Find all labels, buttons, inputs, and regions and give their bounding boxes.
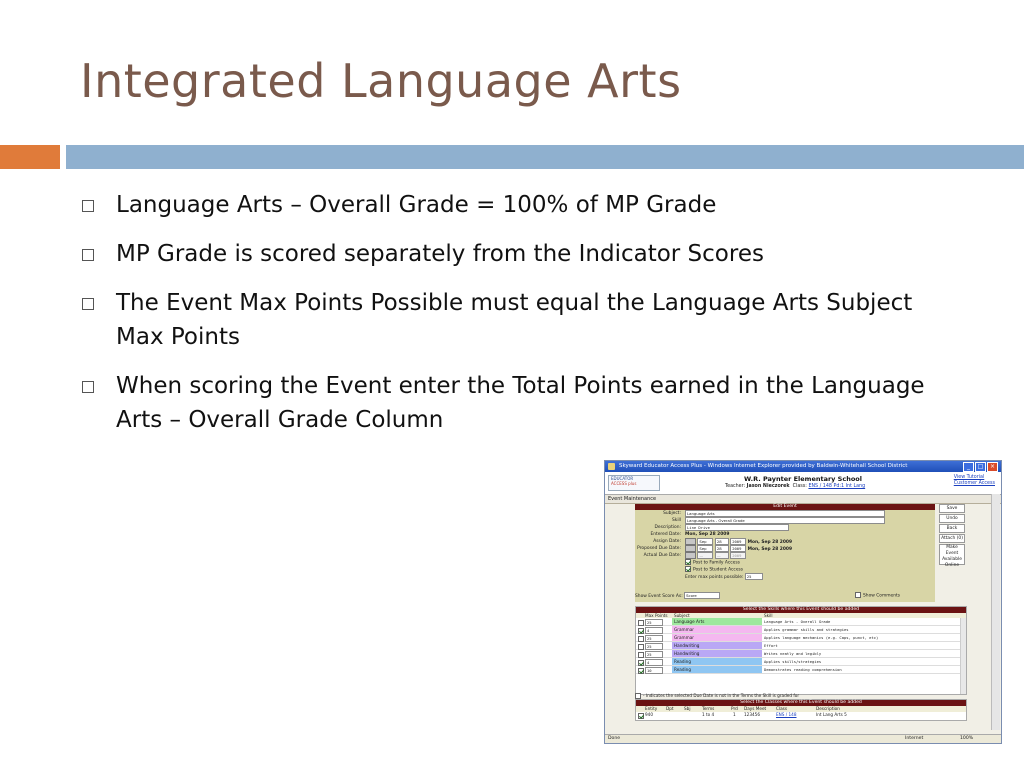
col-dpt: Dpt [666,706,674,711]
class-label: Class: [792,484,807,489]
skill-subject: Reading [672,658,762,665]
field-label: Proposed Due Date: [637,546,681,551]
bullet-item [80,237,960,271]
field-label: Actual Due Date: [643,553,681,558]
entered-date: Mon, Sep 28 2009 [685,532,730,537]
field-label: Assign Date: [653,539,681,544]
skill-row[interactable] [636,650,966,658]
subject-row [635,510,935,517]
proposed-date-text: Mon, Sep 28 2009 [747,547,793,552]
skill-row[interactable] [636,618,966,626]
maximize-button[interactable]: □ [975,462,986,472]
field-label: Subject: [663,511,681,516]
skill-row[interactable] [636,642,966,650]
skill-points-input[interactable]: 25 [645,643,663,650]
customer-access-link[interactable]: Customer Access [953,481,995,486]
bullet-text: Language Arts – Overall Grade = 100% of MP Grade [116,192,717,218]
class-days-meet: 123456 [744,712,760,717]
col-skill: Skill [764,613,773,618]
window-title: Skyward Educator Access Plus - Windows Internet Explorer provided by Baldwin-Whitehall School District [619,463,908,469]
skill-row[interactable] [636,634,966,642]
class-link[interactable]: ENS / 148 [776,712,797,717]
calendar-icon[interactable] [685,552,696,559]
class-entity: 940 [645,712,653,717]
skill-name: Effort [762,642,960,649]
skill-subject: Grammar [672,634,762,641]
skill-points-input[interactable]: 4 [645,659,663,666]
bullet-square-icon [82,298,94,310]
description-row [635,524,935,531]
show-comments-label: Show Comments [863,593,901,599]
max-points-input[interactable]: 25 [745,573,763,580]
panel-title: Edit Event [635,504,935,510]
accent-bar-blue [66,145,1024,169]
max-points-label: Enter max points possible: [685,575,744,580]
skills-scrollbar[interactable] [960,618,966,694]
class-row-checkbox[interactable] [638,713,644,719]
skill-points-input[interactable]: 25 [645,619,663,626]
teacher-name: Jason Nieczorek [746,484,790,489]
bullet-item [80,369,960,437]
proposed-year-input[interactable]: 2009 [730,545,746,552]
bullet-item [80,188,960,222]
skill-name: Writes neatly and legibly [762,650,960,657]
skill-row [635,517,935,524]
post-family-checkbox[interactable] [685,559,691,565]
col-prd: Prd [731,706,738,711]
description-input[interactable]: Line Drive [685,524,789,531]
show-comments-row [855,592,900,599]
classes-panel-title: Select the Classes where this Event should be added [636,700,966,706]
class-description: Int Lang Arts 5 [816,712,847,717]
ie-icon [608,463,615,470]
class-link[interactable]: ENS / 148 Pd:1 Int Lang [808,484,866,489]
skills-panel [635,606,967,695]
subject-select[interactable]: Language Arts [685,510,885,517]
skill-name: Applies language mechanics (e.g. Caps, punct, etc) [762,634,960,641]
assign-month-select[interactable]: Sep [697,538,713,545]
skill-select[interactable]: Language Arts - Overall Grade [685,517,885,524]
window-titlebar [605,461,1001,472]
skill-row-checkbox[interactable] [638,668,644,674]
score-as-select[interactable]: Score [684,592,720,599]
class-terms: 1 to 4 [702,712,715,717]
skill-subject: Grammar [672,626,762,633]
actual-day-select[interactable]: — [715,552,729,559]
legend-text: - Indicates the selected Due Date is not in the Terms the Skill is graded for [643,693,800,698]
proposed-row [635,545,935,552]
skill-points-input[interactable]: 4 [645,627,663,634]
close-button[interactable]: × [987,462,998,472]
save-button[interactable]: Save [939,504,965,513]
bullet-square-icon [82,381,94,393]
minimize-button[interactable]: _ [963,462,974,472]
col-class: Class [776,706,788,711]
skill-row[interactable] [636,658,966,666]
status-zoom: 100% [960,736,974,741]
col-description: Description [816,706,840,711]
calendar-icon[interactable] [685,545,696,552]
assign-year-input[interactable]: 2009 [730,538,746,545]
proposed-day-select[interactable]: 28 [715,545,729,552]
score-as-label: Show Event Score As: [635,594,683,599]
skill-name: Language Arts - Overall Grade [762,618,960,625]
side-button-column [939,504,965,566]
tab-event-maintenance[interactable]: Event Maintenance [605,495,1001,504]
status-zone: Internet [905,736,924,741]
actual-row [635,552,935,559]
attach-button[interactable]: Attach (0) [939,534,965,543]
app-header [605,472,1001,495]
bullet-square-icon [82,200,94,212]
actual-year-input[interactable]: 2009 [730,552,746,559]
class-prd: 1 [733,712,736,717]
bullet-text: MP Grade is scored separately from the Indicator Scores [116,241,764,267]
class-row [636,712,966,718]
accent-bar-orange [0,145,60,169]
edit-event-panel [635,504,935,602]
teacher-label: Teacher: [725,484,746,489]
col-max-points: Max Points [645,613,668,618]
skill-name: Applies grammar skills and strategies [762,626,960,633]
col-terms: Terms [702,706,715,711]
post-family-row [635,559,935,566]
school-name: W.R. Paynter Elementary School [744,475,862,483]
skill-subject: Reading [672,666,762,673]
embedded-screenshot [604,460,1002,744]
skill-name: Applies skills/strategies [762,658,960,665]
post-family-label: Post to Family Access [693,560,740,566]
skill-points-input[interactable]: 25 [645,651,663,658]
entered-row [635,531,935,538]
logo-line1: EDUCATOR [611,476,634,481]
skill-points-input[interactable]: 10 [645,667,663,674]
logo-line2: ACCESS plus [611,481,637,486]
skill-row[interactable] [636,626,966,634]
make-available-online-button[interactable]: Make Event Available Online [939,544,965,565]
col-subject: Subject [674,613,690,618]
skill-subject: Handwriting [672,650,762,657]
skill-row[interactable] [636,666,966,674]
post-student-row [635,566,935,573]
post-student-checkbox[interactable] [685,566,691,572]
view-tutorial-link[interactable]: View Tutorial [953,475,985,480]
show-comments-checkbox[interactable] [855,592,861,598]
field-label: Entered Date: [650,532,681,537]
status-done: Done [608,736,621,741]
skills-rows [636,618,966,674]
assign-date-text: Mon, Sep 28 2009 [747,540,793,545]
col-sbj: Sbj [684,706,691,711]
window-scrollbar[interactable] [991,494,1000,730]
col-days-meet: Days Meet [744,706,767,711]
field-label: Skill [672,518,681,523]
skill-points-input[interactable]: 25 [645,635,663,642]
teacher-line [725,484,865,489]
slide-title: Integrated Language Arts [80,54,682,108]
bullet-list [80,188,960,452]
skill-subject: Handwriting [672,642,762,649]
assign-row [635,538,935,545]
back-button[interactable]: Back [939,524,965,533]
undo-button[interactable]: Undo [939,514,965,523]
actual-month-select[interactable]: — [697,552,713,559]
post-student-label: Post to Student Access [693,567,744,573]
bullet-item [80,286,960,354]
status-bar [605,734,1001,743]
field-label: Description: [654,525,681,530]
classes-panel [635,699,967,721]
bullet-text: When scoring the Event enter the Total Points earned in the Language Arts – Overall Grade Column [116,373,925,433]
skill-subject: Language Arts [672,618,762,625]
col-entity: Entity [645,706,658,711]
skill-name: Demonstrates reading comprehension [762,666,960,673]
score-as-row [635,592,720,599]
bullet-text: The Event Max Points Possible must equal the Language Arts Subject Max Points [116,290,913,350]
max-points-row [635,573,935,580]
calendar-icon[interactable] [685,538,696,545]
skills-panel-title: Select the Skills where this Event should be added [636,607,966,613]
bullet-square-icon [82,249,94,261]
assign-day-select[interactable]: 28 [715,538,729,545]
proposed-month-select[interactable]: Sep [697,545,713,552]
